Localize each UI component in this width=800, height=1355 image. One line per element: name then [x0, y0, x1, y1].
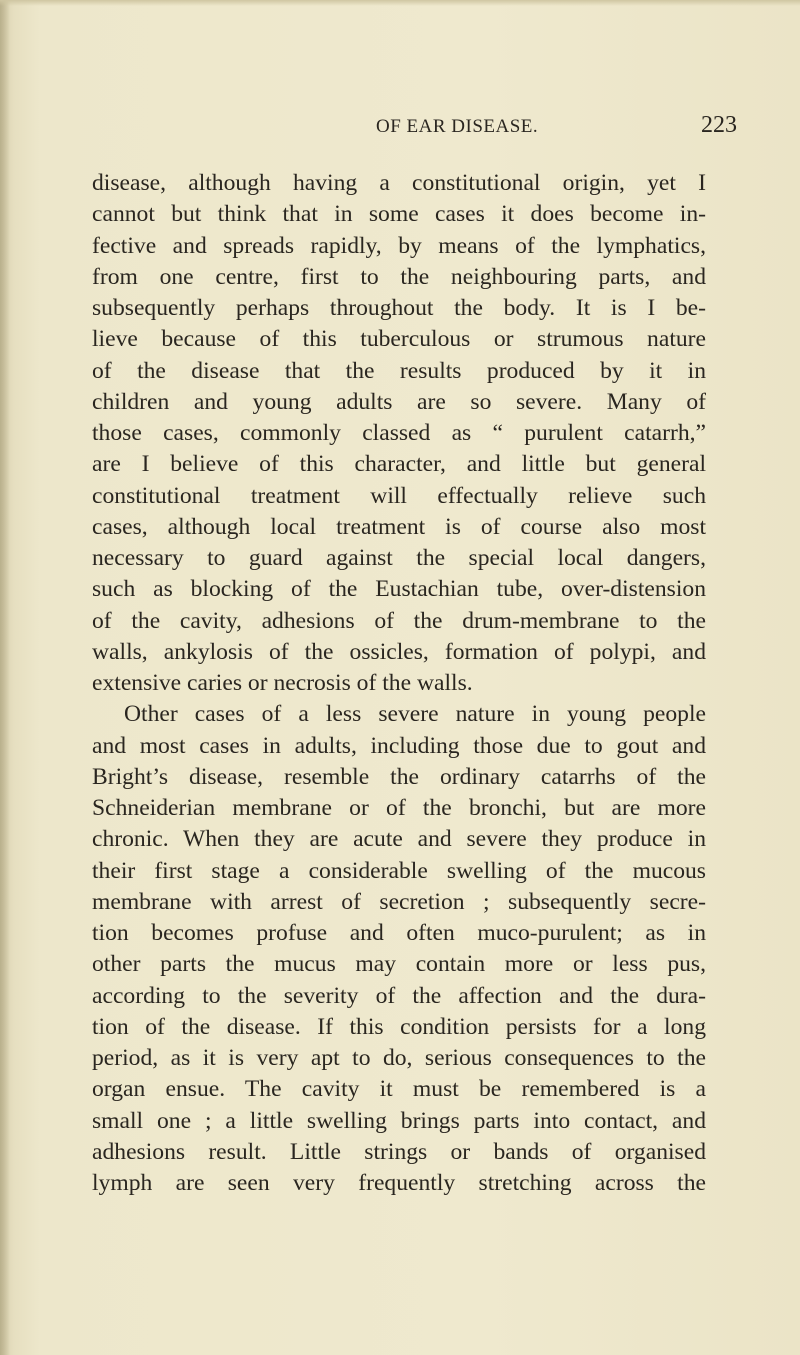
text-line: tion of the disease. If this condition persists for a long: [92, 1013, 706, 1040]
text-line: are I believe of this character, and little but general: [92, 451, 706, 478]
text-line: tion becomes profuse and often muco-purulent; as in: [92, 920, 706, 946]
text-line: of the disease that the results produced by it in: [92, 357, 706, 384]
text-line: period, as it is very apt to do, serious consequences to the: [92, 1045, 706, 1071]
text-line: small one ; a little swelling brings parts into contact, and: [92, 1107, 706, 1134]
page-number: 223: [701, 112, 737, 138]
text-line: adhesions result. Little strings or bands of organised: [92, 1138, 706, 1165]
body-text: [92, 168, 706, 1199]
text-line: and most cases in adults, including those due to gout and: [92, 732, 706, 759]
text-line: of the cavity, adhesions of the drum-membrane to the: [92, 607, 706, 634]
text-line: constitutional treatment will effectually relieve such: [92, 482, 706, 509]
text-line: those cases, commonly classed as “ purulent catarrh,”: [92, 420, 706, 446]
text-line: organ ensue. The cavity it must be remembered is a: [92, 1076, 706, 1103]
running-head: OF EAR DISEASE.: [376, 116, 539, 137]
text-line: subsequently perhaps throughout the body. It is I be-: [92, 295, 706, 321]
page-top-edge: [0, 0, 800, 6]
text-line: according to the severity of the affection and the dura-: [92, 982, 706, 1009]
text-line: children and young adults are so severe. Many of: [92, 388, 706, 415]
text-line: their first stage a considerable swelling of the mucous: [92, 857, 706, 884]
text-line: lieve because of this tuberculous or strumous nature: [92, 326, 706, 353]
page-gutter-shadow: [0, 0, 10, 1355]
text-line: extensive caries or necrosis of the walls.: [92, 670, 473, 696]
page-header: [0, 112, 800, 146]
text-line: Bright’s disease, resemble the ordinary catarrhs of the: [92, 763, 706, 790]
text-line: cannot but think that in some cases it does become in-: [92, 201, 706, 228]
text-line: Schneiderian membrane or of the bronchi, but are more: [92, 795, 706, 821]
text-line: lymph are seen very frequently stretching across the: [92, 1170, 706, 1196]
text-line: from one centre, first to the neighbouring parts, and: [92, 263, 706, 290]
text-line: fective and spreads rapidly, by means of the lymphatics,: [92, 232, 706, 259]
text-line: chronic. When they are acute and severe they produce in: [92, 826, 706, 853]
text-line: Other cases of a less severe nature in young people: [124, 701, 706, 728]
text-line: cases, although local treatment is of course also most: [92, 513, 706, 540]
text-line: other parts the mucus may contain more or less pus,: [92, 951, 706, 978]
text-line: necessary to guard against the special local dangers,: [92, 545, 706, 571]
text-line: membrane with arrest of secretion ; subsequently secre-: [92, 888, 706, 915]
text-line: walls, ankylosis of the ossicles, formation of polypi, and: [92, 638, 706, 665]
text-line: such as blocking of the Eustachian tube, over-distension: [92, 576, 706, 603]
text-line: disease, although having a constitutional origin, yet I: [92, 170, 706, 196]
